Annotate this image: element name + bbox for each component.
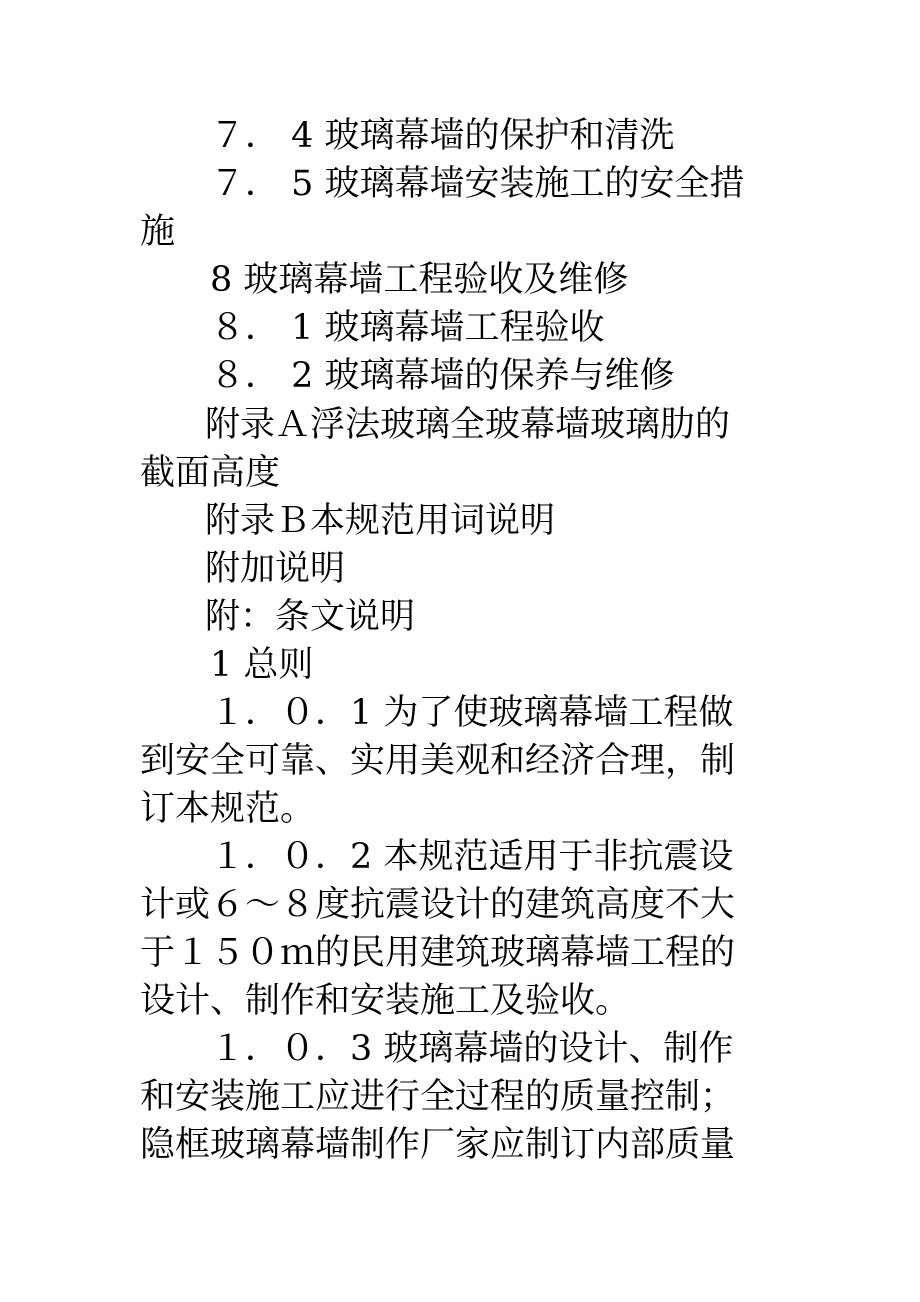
toc-line: ８． 2 玻璃幕墙的保养与维修 (210, 356, 675, 396)
toc-line: 附加说明 (205, 549, 346, 589)
toc-line: 附录Ａ浮法玻璃全玻幕墙玻璃肋的 (205, 405, 731, 445)
paragraph-line: １．０．2 本规范适用于非抗震设 (210, 837, 734, 877)
toc-line: 施 (140, 212, 176, 252)
toc-line: ８． 1 玻璃幕墙工程验收 (210, 308, 605, 348)
toc-line: ７． 5 玻璃幕墙安装施工的安全措 (210, 164, 745, 204)
paragraph-line: 订本规范。 (140, 789, 316, 829)
paragraph-line: １．０．1 为了使玻璃幕墙工程做 (210, 693, 734, 733)
section-heading: 1 总则 (210, 645, 314, 685)
paragraph-line: 隐框玻璃幕墙制作厂家应制订内部质量 (140, 1125, 736, 1165)
paragraph-line: 和安装施工应进行全过程的质量控制； (140, 1077, 736, 1117)
paragraph-line: 到安全可靠、实用美观和经济合理，制 (140, 741, 736, 781)
toc-line: 附录Ｂ本规范用词说明 (205, 501, 556, 541)
toc-line: 附：条文说明 (205, 597, 416, 637)
paragraph-line: 于１５０ｍ的民用建筑玻璃幕墙工程的 (140, 933, 736, 973)
toc-line: 截面高度 (140, 453, 281, 493)
paragraph-line: １．０．3 玻璃幕墙的设计、制作 (210, 1029, 734, 1069)
toc-line: 8 玻璃幕墙工程验收及维修 (210, 260, 629, 300)
toc-line: ７． 4 玻璃幕墙的保护和清洗 (210, 116, 675, 156)
paragraph-line: 设计、制作和安装施工及验收。 (140, 981, 631, 1021)
paragraph-line: 计或６～８度抗震设计的建筑高度不大 (140, 885, 736, 925)
